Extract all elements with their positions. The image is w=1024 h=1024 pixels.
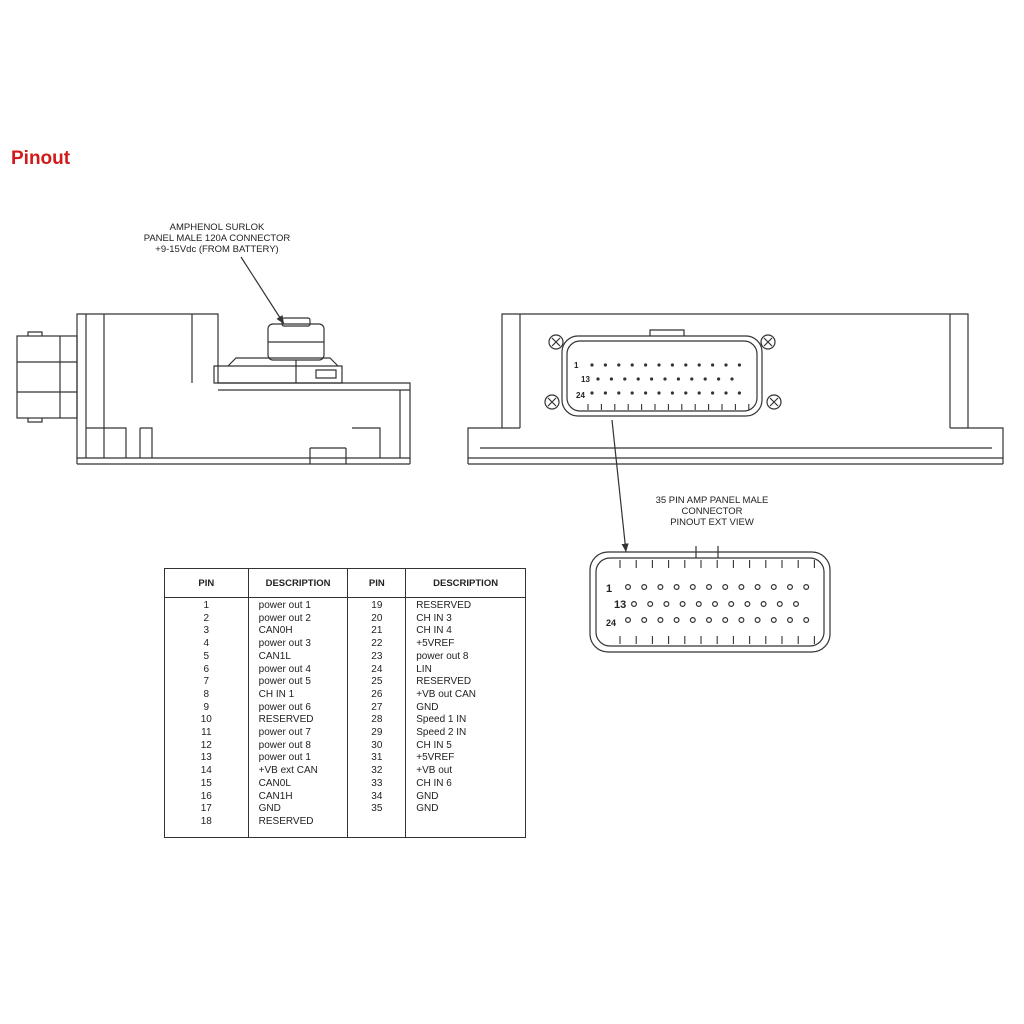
pin-description [406,816,526,838]
connector-pin [698,391,701,394]
table-row [165,651,526,664]
small-connector-drawing [562,330,762,416]
pin-number: 8 [165,689,249,702]
connector-pin [771,585,776,590]
pin-number: 2 [165,613,249,626]
connector-pin [690,618,695,623]
pin-number: 23 [348,651,406,664]
pin-description: CH IN 4 [406,625,526,638]
connector-pin [690,585,695,590]
connector-pin [788,585,793,590]
connector-pin [626,585,631,590]
header-pin: PIN [165,569,249,598]
connector-pin [707,618,712,623]
connector-pin [711,391,714,394]
table-row [165,598,526,613]
connector-pin [617,363,620,366]
connector-pin [739,585,744,590]
pin-description: power out 4 [248,664,348,677]
pin-description: LIN [406,664,526,677]
table-row [165,702,526,715]
connector-pin [604,391,607,394]
connector-pin [623,377,626,380]
pin-description: GND [406,791,526,804]
connector-pin [723,585,728,590]
pin-description: GND [406,702,526,715]
connector-pin [755,585,760,590]
pin-description: CAN1H [248,791,348,804]
connector-pin [711,363,714,366]
connector-pin [724,363,727,366]
pin-number: 26 [348,689,406,702]
pin-description: RESERVED [406,676,526,689]
pin-number: 6 [165,664,249,677]
callout-line: 35 PIN AMP PANEL MALE [655,495,769,506]
table-row [165,765,526,778]
pin-description: CH IN 3 [406,613,526,626]
pin-number: 16 [165,791,249,804]
connector-pin [777,602,782,607]
table-row [165,625,526,638]
pin-description: +5VREF [406,638,526,651]
table-row [165,727,526,740]
pin-number: 18 [165,816,249,838]
connector-pin [642,585,647,590]
power-callout-leader [241,257,284,324]
signal-callout-leader [612,420,626,552]
pin-description: power out 1 [248,598,348,613]
pin-description: power out 2 [248,613,348,626]
pinout-table-body [165,598,526,838]
pin-number: 4 [165,638,249,651]
pin-number: 27 [348,702,406,715]
large-row2-label: 13 [614,599,627,611]
pin-description: power out 1 [248,752,348,765]
connector-pin [794,602,799,607]
pin-number: 30 [348,740,406,753]
pin-description: +5VREF [406,752,526,765]
pin-description: +VB ext CAN [248,765,348,778]
large-row3-label: 24 [606,618,617,628]
pin-description: +VB out CAN [406,689,526,702]
pin-number: 13 [165,752,249,765]
table-row [165,803,526,816]
small-row1-label: 1 [574,361,579,370]
connector-pin [648,602,653,607]
connector-pin [644,391,647,394]
pin-description: GND [248,803,348,816]
connector-pin [704,377,707,380]
connector-pin [739,618,744,623]
connector-pin [761,602,766,607]
connector-pin [637,377,640,380]
connector-pin [671,363,674,366]
pin-description: power out 7 [248,727,348,740]
connector-pin [657,391,660,394]
table-row [165,816,526,838]
pin-description: CH IN 5 [406,740,526,753]
pin-number: 28 [348,714,406,727]
pin-number: 1 [165,598,249,613]
pin-number: 12 [165,740,249,753]
pin-number: 33 [348,778,406,791]
pin-number: 31 [348,752,406,765]
connector-pin [596,377,599,380]
connector-pin [684,391,687,394]
connector-pin [755,618,760,623]
pin-description: CAN0L [248,778,348,791]
pin-number: 20 [348,613,406,626]
connector-pin [771,618,776,623]
pinout-table [164,568,526,838]
connector-pin [658,585,663,590]
connector-pin [698,363,701,366]
connector-pin [632,602,637,607]
connector-pin [604,363,607,366]
pin-number: 11 [165,727,249,740]
connector-pin [713,602,718,607]
connector-pin [690,377,693,380]
small-row3-label: 24 [576,391,585,400]
small-row2-label: 13 [581,375,590,384]
surlok-connector-drawing [214,318,342,383]
pin-description: CAN1L [248,651,348,664]
connector-pin [650,377,653,380]
pin-description: CH IN 1 [248,689,348,702]
table-row [165,638,526,651]
pin-number: 22 [348,638,406,651]
header-description: DESCRIPTION [248,569,348,598]
connector-pin [680,602,685,607]
connector-pin [729,602,734,607]
pin-number: 21 [348,625,406,638]
connector-pin [804,585,809,590]
connector-pin [671,391,674,394]
connector-pin [745,602,750,607]
connector-pin [738,391,741,394]
callout-line: CONNECTOR [681,506,743,517]
table-row [165,778,526,791]
pin-number [348,816,406,838]
callout-line: +9-15Vdc (FROM BATTERY) [155,244,279,255]
page-title: Pinout [11,148,71,169]
pin-number: 14 [165,765,249,778]
table-row [165,613,526,626]
table-row [165,791,526,804]
pin-number: 34 [348,791,406,804]
connector-pin [696,602,701,607]
connector-pin [730,377,733,380]
connector-pin [684,363,687,366]
connector-pin [644,363,647,366]
connector-pin [724,391,727,394]
pin-description: power out 8 [406,651,526,664]
pin-number: 9 [165,702,249,715]
pin-description: RESERVED [406,598,526,613]
table-row [165,676,526,689]
connector-pin [663,377,666,380]
side-view-housing [17,314,410,464]
pin-number: 5 [165,651,249,664]
header-pin: PIN [348,569,406,598]
pin-description: power out 8 [248,740,348,753]
table-row [165,740,526,753]
pin-description: power out 3 [248,638,348,651]
connector-pin [617,391,620,394]
large-row1-label: 1 [606,583,613,595]
connector-pin [610,377,613,380]
connector-pin [788,618,793,623]
table-row [165,689,526,702]
connector-pin [723,618,728,623]
pin-number: 7 [165,676,249,689]
connector-pin [804,618,809,623]
connector-pin [631,363,634,366]
pin-number: 25 [348,676,406,689]
header-description: DESCRIPTION [406,569,526,598]
connector-pin [657,363,660,366]
connector-pin [664,602,669,607]
connector-pin [631,391,634,394]
pin-description: RESERVED [248,714,348,727]
pin-description: power out 5 [248,676,348,689]
pin-number: 15 [165,778,249,791]
connector-pin [674,618,679,623]
connector-pin [674,585,679,590]
pin-description: CH IN 6 [406,778,526,791]
pin-description: GND [406,803,526,816]
connector-pin [642,618,647,623]
callout-line: AMPHENOL SURLOK [169,222,265,233]
pin-description: CAN0H [248,625,348,638]
pin-description: Speed 2 IN [406,727,526,740]
pin-number: 19 [348,598,406,613]
connector-pin [707,585,712,590]
callout-line: PINOUT EXT VIEW [670,517,754,528]
connector-pin [677,377,680,380]
connector-pin [590,363,593,366]
pin-number: 24 [348,664,406,677]
pin-number: 32 [348,765,406,778]
table-row [165,664,526,677]
connector-pin [738,363,741,366]
pin-description: power out 6 [248,702,348,715]
callout-line: PANEL MALE 120A CONNECTOR [143,233,291,244]
pin-number: 10 [165,714,249,727]
connector-pin [717,377,720,380]
pin-number: 3 [165,625,249,638]
table-row [165,714,526,727]
pin-description: RESERVED [248,816,348,838]
connector-pin [590,391,593,394]
connector-pin [658,618,663,623]
pin-number: 17 [165,803,249,816]
pin-description: +VB out [406,765,526,778]
pin-description: Speed 1 IN [406,714,526,727]
connector-pin [626,618,631,623]
table-row [165,752,526,765]
pin-number: 29 [348,727,406,740]
pin-number: 35 [348,803,406,816]
